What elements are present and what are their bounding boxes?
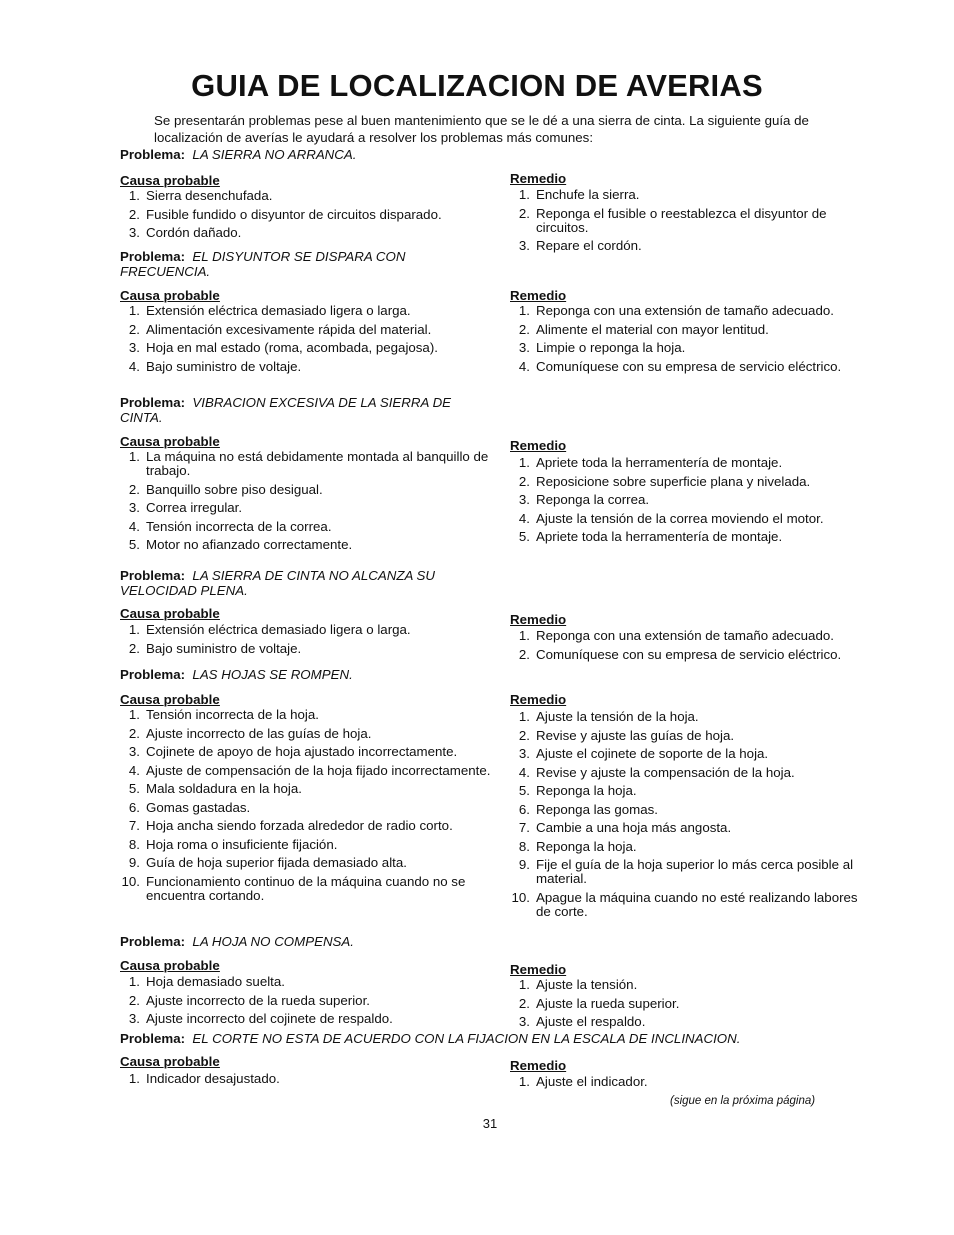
problem-text: LAS HOJAS SE ROMPEN. [192,667,353,682]
remedy-text: Enchufe la sierra. [536,187,640,202]
problem-label: Problema: [120,395,186,410]
item-number: 4. [518,764,530,780]
cause-text: Ajuste incorrecto de las guías de hoja. [146,725,372,741]
cause-item [120,189,492,203]
problem-statement [120,668,540,683]
problem-text: LA SIERRA NO ARRANCA. [192,147,357,162]
item-number: 3. [128,225,140,240]
remedy-text: Limpie o reponga la hoja. [536,340,686,355]
item-number: 2. [518,727,530,743]
item-number: 5. [128,537,140,552]
continued-note: (sigue en la próxima página) [670,1095,816,1107]
item-number: 6. [128,799,140,815]
cause-item [120,994,492,1008]
cause-text: Extensión eléctrica demasiado ligera o larga. [146,622,411,637]
cause-text: Ajuste incorrecto del cojinete de respaldo. [146,1011,393,1026]
cause-item [120,341,492,355]
cause-header-word: Causa [120,958,160,973]
item-number: 2. [128,725,140,741]
cause-text: Correa irregular. [146,500,243,515]
problem-label: Problema: [120,568,186,583]
item-number: 9. [128,855,140,870]
probable-header-word: probable [163,288,220,303]
remedy-header: Remedio [510,288,567,303]
remedy-item [510,729,872,743]
problem-statement [120,935,540,950]
item-number: 2. [518,646,530,662]
item-number: 9. [518,857,530,872]
remedy-text: Ajuste el indicador. [536,1074,648,1089]
cause-text: Ajuste incorrecto de la rueda superior. [146,992,370,1008]
problem-label: Problema: [120,1031,186,1046]
cause-item [120,323,492,337]
cause-item [120,856,492,870]
cause-item [120,623,492,637]
remedy-item [510,803,872,817]
remedy-text: Ajuste la tensión. [536,977,638,992]
remedy-item [510,766,872,780]
cause-text: Extensión eléctrica demasiado ligera o larga. [146,303,411,318]
item-number: 5. [128,781,140,796]
cause-header [120,1054,220,1069]
item-number: 1. [128,303,140,318]
remedy-item [510,207,872,235]
cause-item [120,708,492,722]
remedy-text: Ajuste el cojinete de soporte de la hoja. [536,746,769,761]
item-number: 8. [128,836,140,852]
cause-list [120,623,492,660]
item-number: 1. [128,622,140,637]
problem-statement [120,1032,880,1047]
item-number: 1. [128,707,140,722]
remedy-text: Apriete toda la herramentería de montaje. [536,529,783,544]
cause-item [120,226,492,240]
problem-label: Problema: [120,934,186,949]
cause-header [120,434,220,449]
cause-header-word: Causa [120,173,160,188]
probable-header-word: probable [163,434,220,449]
cause-text: Banquillo sobre piso desigual. [146,481,323,497]
cause-item [120,1012,492,1026]
cause-item [120,764,492,778]
remedy-header: Remedio [510,438,567,453]
remedy-text: Reponga las gomas. [536,801,658,817]
problem-statement [120,148,540,163]
item-number: 4. [128,762,140,778]
cause-text: La máquina no está debidamente montada al banquillo de trabajo. [146,449,489,478]
cause-header-word: Causa [120,606,160,621]
cause-header-word: Causa [120,434,160,449]
remedy-item [510,784,872,798]
cause-header [120,173,220,188]
remedy-text: Apague la máquina cuando no esté realizando labores de corte. [536,889,858,919]
remedy-text: Reponga con una extensión de tamaño adecuado. [536,303,834,318]
item-number: 1. [518,303,530,318]
cause-item [120,483,492,497]
item-number: 1. [518,455,530,470]
cause-text: Hoja roma o insuficiente fijación. [146,836,338,852]
remedy-text: Revise y ajuste las guías de hoja. [536,727,735,743]
remedy-text: Reponga la hoja. [536,783,637,798]
intro-paragraph: Se presentarán problemas pese al buen mantenimiento que se le dé a una sierra de cinta. La siguiente guía de localización de averías le ayudará a resolver los problemas más comunes: [154,113,809,145]
cause-item [120,520,492,534]
cause-header-word: Causa [120,692,160,707]
probable-header-word: probable [163,958,220,973]
cause-list [120,304,492,378]
remedy-list [510,629,872,666]
problem-statement [120,250,450,279]
item-number: 7. [518,820,530,835]
remedy-text: Alimente el material con mayor lentitud. [536,321,769,337]
item-number: 1. [518,977,530,992]
item-number: 2. [518,205,530,221]
remedy-list [510,456,872,549]
cause-text: Tensión incorrecta de la hoja. [146,707,319,722]
remedy-text: Apriete toda la herramentería de montaje. [536,455,783,470]
item-number: 2. [128,321,140,337]
remedy-item [510,978,872,992]
item-number: 2. [518,321,530,337]
cause-item [120,875,492,903]
item-number: 4. [128,358,140,374]
page-title: GUIA DE LOCALIZACION DE AVERIAS [191,68,763,103]
item-number: 2. [128,481,140,497]
item-number: 2. [128,206,140,222]
cause-text: Alimentación excesivamente rápida del material. [146,321,432,337]
item-number: 10. [121,873,140,889]
cause-item [120,819,492,833]
remedy-item [510,747,872,761]
remedy-text: Reponga el fusible o reestablezca el disyuntor de circuitos. [536,205,827,235]
remedy-item [510,512,872,526]
item-number: 1. [518,1074,530,1089]
cause-text: Cojinete de apoyo de hoja ajustado incorrectamente. [146,744,458,759]
remedy-list [510,710,872,923]
item-number: 5. [518,529,530,544]
cause-item [120,975,492,989]
item-number: 1. [128,974,140,989]
problem-statement [120,396,470,425]
problem-label: Problema: [120,249,186,264]
remedy-header: Remedio [510,1058,567,1073]
item-number: 1. [128,188,140,203]
item-number: 1. [128,449,140,464]
item-number: 3. [128,744,140,759]
remedy-header: Remedio [510,962,567,977]
probable-header-word: probable [163,173,220,188]
remedy-item [510,475,872,489]
cause-header [120,958,220,973]
cause-text: Guía de hoja superior fijada demasiado alta. [146,855,407,870]
cause-list [120,1072,492,1091]
cause-header [120,692,220,707]
remedy-item [510,456,872,470]
cause-item [120,745,492,759]
item-number: 6. [518,801,530,817]
cause-header [120,606,220,621]
item-number: 3. [128,340,140,355]
item-number: 3. [518,492,530,507]
item-number: 3. [518,746,530,761]
remedy-item [510,530,872,544]
cause-item [120,450,492,478]
remedy-text: Reponga la correa. [536,492,650,507]
remedy-text: Ajuste el respaldo. [536,1014,646,1029]
item-number: 3. [128,1011,140,1026]
item-number: 10. [511,889,530,905]
item-number: 3. [518,1014,530,1029]
cause-item [120,782,492,796]
cause-text: Bajo suministro de voltaje. [146,640,302,656]
remedy-list [510,978,872,1034]
item-number: 1. [518,709,530,724]
remedy-list [510,188,872,258]
item-number: 7. [128,818,140,833]
problem-statement [120,569,480,598]
remedy-item [510,1015,872,1029]
cause-text: Bajo suministro de voltaje. [146,358,302,374]
remedy-item [510,997,872,1011]
cause-item [120,360,492,374]
cause-text: Mala soldadura en la hoja. [146,781,302,796]
cause-text: Hoja ancha siendo forzada alrededor de radio corto. [146,818,453,833]
remedy-item [510,891,872,919]
remedy-list [510,1075,872,1094]
problem-text: VIBRACION EXCESIVA DE LA SIERRA DE CINTA. [120,395,452,425]
item-number: 8. [518,838,530,854]
remedy-header: Remedio [510,692,567,707]
probable-header-word: probable [163,606,220,621]
cause-text: Sierra desenchufada. [146,188,273,203]
remedy-text: Revise y ajuste la compensación de la hoja. [536,764,795,780]
cause-text: Hoja en mal estado (roma, acombada, pegajosa). [146,340,438,355]
cause-item [120,208,492,222]
cause-text: Hoja demasiado suelta. [146,974,285,989]
remedy-text: Ajuste la tensión de la hoja. [536,709,699,724]
cause-item [120,304,492,318]
item-number: 3. [518,238,530,253]
probable-header-word: probable [163,692,220,707]
item-number: 5. [518,783,530,798]
item-number: 2. [518,473,530,489]
remedy-item [510,493,872,507]
cause-item [120,838,492,852]
problem-text: LA HOJA NO COMPENSA. [192,934,354,949]
item-number: 2. [128,640,140,656]
cause-text: Motor no afianzado correctamente. [146,537,353,552]
cause-text: Indicador desajustado. [146,1071,280,1086]
remedy-text: Reposicione sobre superficie plana y nivelada. [536,473,811,489]
problem-label: Problema: [120,147,186,162]
remedy-text: Cambie a una hoja más angosta. [536,820,732,835]
remedy-header: Remedio [510,171,567,186]
remedy-item [510,323,872,337]
remedy-item [510,840,872,854]
item-number: 2. [128,992,140,1008]
remedy-item [510,360,872,374]
cause-header [120,288,220,303]
item-number: 1. [518,628,530,643]
remedy-text: Ajuste la tensión de la correa moviendo el motor. [536,510,824,526]
item-number: 3. [128,500,140,515]
remedy-item [510,710,872,724]
problem-label: Problema: [120,667,186,682]
remedy-item [510,648,872,662]
remedy-item [510,188,872,202]
cause-item [120,642,492,656]
item-number: 3. [518,340,530,355]
remedy-text: Repare el cordón. [536,238,642,253]
probable-header-word: probable [163,1054,220,1069]
cause-list [120,975,492,1031]
item-number: 4. [518,510,530,526]
problem-text: EL CORTE NO ESTA DE ACUERDO CON LA FIJACION EN LA ESCALA DE INCLINACION. [192,1031,741,1046]
cause-item [120,538,492,552]
remedy-item [510,629,872,643]
cause-item [120,727,492,741]
problem-text: EL DISYUNTOR SE DISPARA CON FRECUENCIA. [120,249,406,279]
cause-item [120,1072,492,1086]
remedy-text: Ajuste la rueda superior. [536,995,680,1011]
remedy-text: Comuníquese con su empresa de servicio eléctrico. [536,646,842,662]
cause-text: Ajuste de compensación de la hoja fijado incorrectamente. [146,762,491,778]
cause-item [120,801,492,815]
cause-list [120,708,492,907]
item-number: 4. [128,518,140,534]
remedy-item [510,304,872,318]
remedy-header: Remedio [510,612,567,627]
cause-text: Cordón dañado. [146,225,242,240]
remedy-list [510,304,872,378]
item-number: 1. [518,187,530,202]
cause-text: Tensión incorrecta de la correa. [146,518,332,534]
remedy-item [510,858,872,886]
remedy-text: Fije el guía de la hoja superior lo más cerca posible al material. [536,857,854,886]
item-number: 2. [518,995,530,1011]
cause-list [120,450,492,557]
cause-item [120,501,492,515]
remedy-text: Comuníquese con su empresa de servicio eléctrico. [536,358,842,374]
problem-text: LA SIERRA DE CINTA NO ALCANZA SU VELOCIDAD PLENA. [120,568,436,598]
remedy-item [510,1075,872,1089]
remedy-item [510,341,872,355]
cause-text: Funcionamiento continuo de la máquina cuando no se encuentra cortando. [146,873,466,903]
remedy-text: Reponga con una extensión de tamaño adecuado. [536,628,834,643]
cause-header-word: Causa [120,1054,160,1069]
remedy-item [510,821,872,835]
item-number: 4. [518,358,530,374]
cause-header-word: Causa [120,288,160,303]
remedy-item [510,239,872,253]
page-number: 31 [482,1116,498,1131]
remedy-text: Reponga la hoja. [536,838,637,854]
cause-list [120,189,492,245]
cause-text: Fusible fundido o disyuntor de circuitos disparado. [146,206,442,222]
cause-text: Gomas gastadas. [146,799,251,815]
item-number: 1. [128,1071,140,1086]
